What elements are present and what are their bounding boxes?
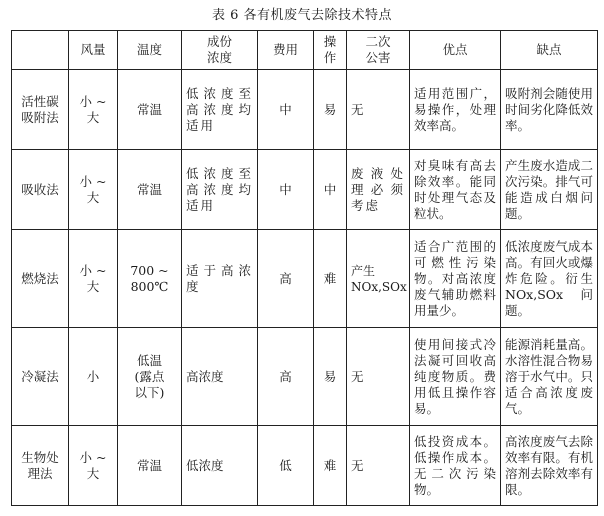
row-temperature: 700 ~ 800℃ bbox=[118, 230, 182, 328]
row-temperature: 低温 (露点 以下) bbox=[118, 328, 182, 426]
technology-comparison-table bbox=[11, 30, 598, 506]
row-concentration: 低浓度至高浓度均适用 bbox=[182, 150, 258, 230]
row-secondary-pollution: 无 bbox=[347, 426, 410, 506]
row-disadvantages: 能源消耗量高。水溶性混合物易溶于水气中。只适合高浓度废气。 bbox=[501, 328, 598, 426]
row-concentration: 低浓度 bbox=[182, 426, 258, 506]
row-method: 生物处理法 bbox=[12, 426, 69, 506]
row-advantages: 适用范围广，易操作，处理效率高。 bbox=[410, 70, 501, 150]
row-cost: 中 bbox=[258, 150, 314, 230]
row-temperature: 常温 bbox=[118, 426, 182, 506]
row-secondary-pollution: 废液处理必须考虑 bbox=[347, 150, 410, 230]
row-advantages: 低投资成本。低操作成本。无二次污染物。 bbox=[410, 426, 501, 506]
row-secondary-pollution: 无 bbox=[347, 328, 410, 426]
row-cost: 中 bbox=[258, 70, 314, 150]
header-concentration: 成份 浓度 bbox=[182, 31, 258, 70]
table-row bbox=[12, 426, 598, 506]
row-disadvantages: 低浓度废气成本高。有回火或爆炸危险。衍生NOx,SOx问题。 bbox=[501, 230, 598, 328]
row-disadvantages: 吸附剂会随使用时间劣化降低效率。 bbox=[501, 70, 598, 150]
row-advantages: 适合广范围的可燃性污染物。对高浓度废气辅助燃料用量少。 bbox=[410, 230, 501, 328]
row-concentration: 高浓度 bbox=[182, 328, 258, 426]
table-row bbox=[12, 230, 598, 328]
row-concentration: 适于高浓度 bbox=[182, 230, 258, 328]
row-method: 燃烧法 bbox=[12, 230, 69, 328]
row-temperature: 常温 bbox=[118, 150, 182, 230]
header-temperature: 温度 bbox=[118, 31, 182, 70]
row-advantages: 使用间接式冷法凝可回收高纯度物质。费用低且操作容易。 bbox=[410, 328, 501, 426]
table-caption: 表 6 各有机废气去除技术特点 bbox=[211, 8, 393, 23]
table-row bbox=[12, 150, 598, 230]
header-disadvantages: 缺点 bbox=[501, 31, 598, 70]
row-cost: 高 bbox=[258, 328, 314, 426]
row-advantages: 对臭味有高去除效率。能同时处理气态及粒状。 bbox=[410, 150, 501, 230]
table-row bbox=[12, 70, 598, 150]
header-advantages: 优点 bbox=[410, 31, 501, 70]
row-airflow: 小 ~ 大 bbox=[69, 230, 118, 328]
row-operation: 易 bbox=[314, 328, 347, 426]
row-temperature: 常温 bbox=[118, 70, 182, 150]
row-method: 冷凝法 bbox=[12, 328, 69, 426]
header-cost: 费用 bbox=[258, 31, 314, 70]
row-secondary-pollution: 产生 NOx,SOx bbox=[347, 230, 410, 328]
header-secondary-pollution: 二次 公害 bbox=[347, 31, 410, 70]
row-operation: 易 bbox=[314, 70, 347, 150]
row-operation: 难 bbox=[314, 426, 347, 506]
header-corner bbox=[12, 31, 69, 70]
row-method: 吸收法 bbox=[12, 150, 69, 230]
row-secondary-pollution: 无 bbox=[347, 70, 410, 150]
row-operation: 难 bbox=[314, 230, 347, 328]
row-cost: 高 bbox=[258, 230, 314, 328]
table-row bbox=[12, 328, 598, 426]
row-disadvantages: 产生废水造成二次污染。排气可能造成白烟问题。 bbox=[501, 150, 598, 230]
row-concentration: 低浓度至高浓度均适用 bbox=[182, 70, 258, 150]
row-operation: 中 bbox=[314, 150, 347, 230]
row-airflow: 小 bbox=[69, 328, 118, 426]
header-row bbox=[12, 31, 598, 70]
row-cost: 低 bbox=[258, 426, 314, 506]
row-airflow: 小 ~ 大 bbox=[69, 426, 118, 506]
row-method: 活性碳 吸附法 bbox=[12, 70, 69, 150]
header-operation: 操作 bbox=[314, 31, 347, 70]
row-airflow: 小 ~ 大 bbox=[69, 150, 118, 230]
row-airflow: 小 ~ 大 bbox=[69, 70, 118, 150]
header-airflow: 风量 bbox=[69, 31, 118, 70]
row-disadvantages: 高浓度废气去除效率有限。有机溶剂去除效率有限。 bbox=[501, 426, 598, 506]
